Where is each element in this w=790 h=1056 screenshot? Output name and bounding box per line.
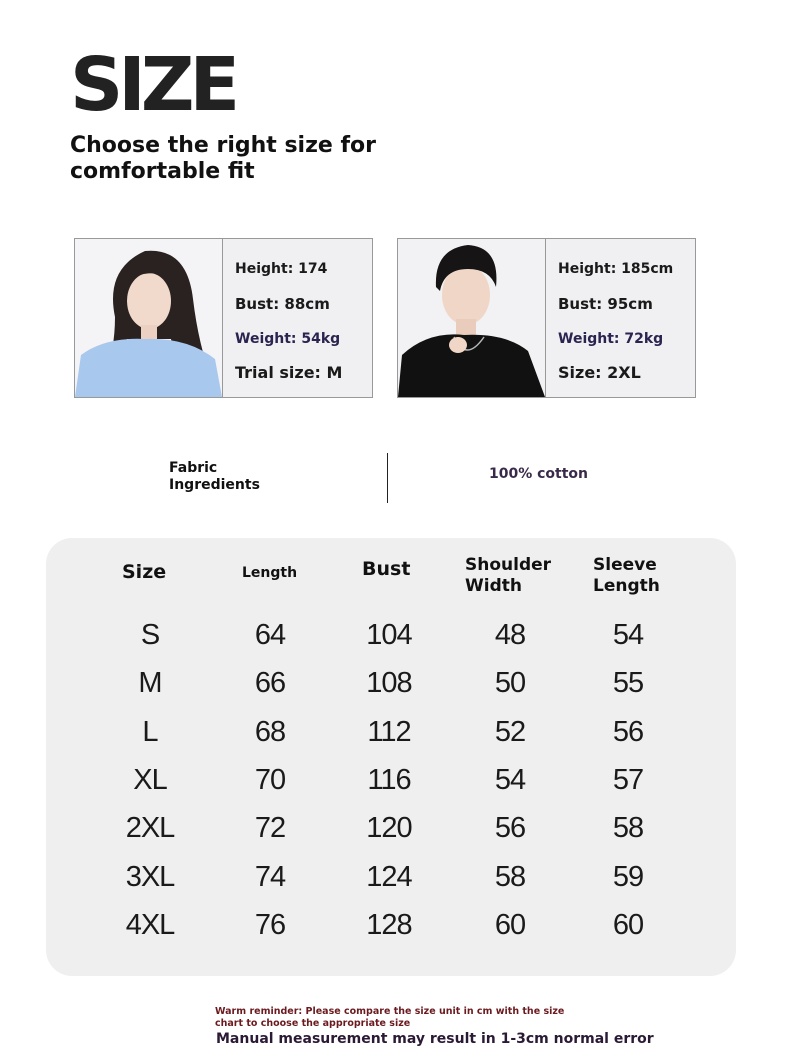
sleeve-cell: 57 — [612, 764, 644, 796]
bust-cell: 124 — [366, 861, 412, 893]
table-row — [46, 806, 736, 850]
size-cell: L — [142, 716, 158, 748]
header-size: Size — [122, 561, 167, 583]
model-bust: Bust: 95cm — [558, 295, 653, 313]
header-bust: Bust — [362, 558, 411, 580]
size-cell: XL — [133, 764, 167, 796]
table-row — [46, 613, 736, 657]
bust-cell: 128 — [366, 909, 412, 941]
length-cell: 74 — [254, 861, 286, 893]
model-photo-male — [398, 239, 546, 397]
size-cell: M — [138, 667, 162, 699]
size-cell: S — [140, 619, 160, 651]
sleeve-cell: 56 — [612, 716, 644, 748]
header-length: Length — [242, 565, 298, 581]
sleeve-cell: 54 — [612, 619, 644, 651]
bust-cell: 116 — [367, 764, 411, 796]
model-height: Height: 185cm — [558, 261, 674, 277]
sleeve-cell: 55 — [612, 667, 644, 699]
size-cell: 2XL — [125, 812, 175, 844]
length-cell: 68 — [254, 716, 286, 748]
shoulder-cell: 60 — [494, 909, 526, 941]
length-cell: 64 — [254, 619, 286, 651]
measurement-note: Manual measurement may result in 1-3cm normal error — [216, 1031, 654, 1047]
shoulder-cell: 52 — [494, 716, 526, 748]
header-sleeve-length: Sleeve Length — [593, 555, 660, 596]
model-bust: Bust: 88cm — [235, 295, 330, 313]
model-trial-size: Trial size: M — [235, 363, 343, 382]
shoulder-cell: 56 — [494, 812, 526, 844]
bust-cell: 112 — [367, 716, 411, 748]
model-trial-size: Size: 2XL — [558, 363, 641, 382]
length-cell: 66 — [254, 667, 286, 699]
warm-reminder: Warm reminder: Please compare the size unit in cm with the size chart to choose the appropriate size — [215, 1006, 565, 1029]
fabric-value: 100% cotton — [489, 466, 589, 482]
model-card-male — [397, 238, 696, 398]
page-subtitle: Choose the right size for comfortable fit — [70, 133, 377, 184]
sleeve-cell: 60 — [612, 909, 644, 941]
size-cell: 3XL — [125, 861, 175, 893]
fabric-label: Fabric Ingredients — [169, 460, 260, 493]
length-cell: 70 — [254, 764, 286, 796]
model-photo-female — [75, 239, 223, 397]
page-title: SIZE — [70, 42, 236, 128]
size-table — [46, 538, 736, 976]
bust-cell: 108 — [366, 667, 412, 699]
bust-cell: 120 — [366, 812, 412, 844]
model-card-female — [74, 238, 373, 398]
model-weight: Weight: 72kg — [558, 331, 664, 347]
header-shoulder-width: Shoulder Width — [465, 555, 552, 596]
model-weight: Weight: 54kg — [235, 331, 341, 347]
sleeve-cell: 59 — [612, 861, 644, 893]
table-row — [46, 710, 736, 754]
sleeve-cell: 58 — [612, 812, 644, 844]
length-cell: 76 — [254, 909, 286, 941]
model-height: Height: 174 — [235, 261, 328, 277]
fabric-divider — [387, 453, 388, 503]
shoulder-cell: 58 — [494, 861, 526, 893]
length-cell: 72 — [254, 812, 286, 844]
table-row — [46, 661, 736, 705]
shoulder-cell: 50 — [494, 667, 526, 699]
table-row — [46, 855, 736, 899]
shoulder-cell: 48 — [494, 619, 526, 651]
bust-cell: 104 — [366, 619, 412, 651]
table-row — [46, 758, 736, 802]
table-row — [46, 903, 736, 947]
shoulder-cell: 54 — [494, 764, 526, 796]
size-cell: 4XL — [125, 909, 175, 941]
